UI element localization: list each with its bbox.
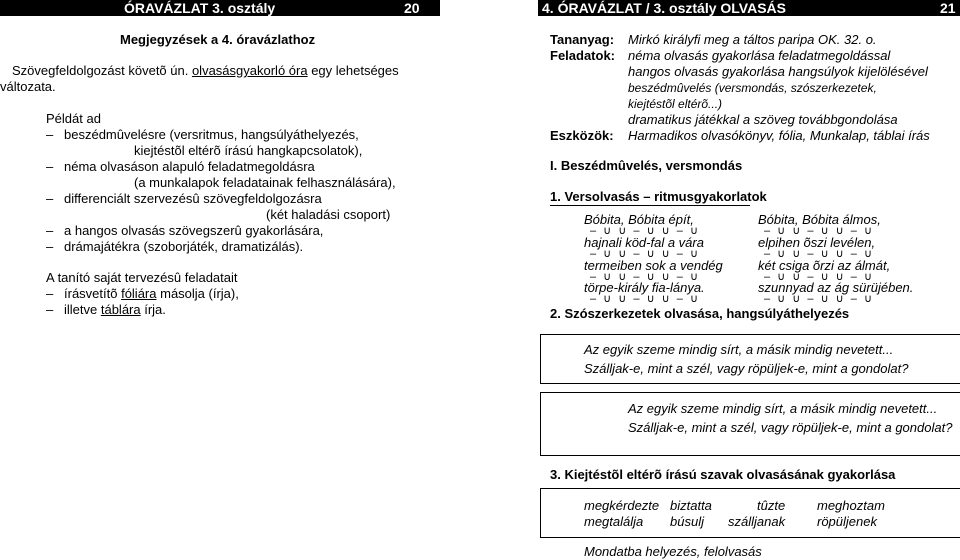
- bullet-dash: –: [46, 239, 54, 254]
- bullet-item: drámajátékra (szoborjáték, dramatizálás).: [64, 239, 304, 254]
- subsection-1-heading: 1. Versolvasás – ritmusgyakorlatok: [550, 189, 767, 204]
- left-header-title: ÓRAVÁZLAT 3. osztály: [124, 0, 276, 16]
- bullet-dash: –: [46, 159, 54, 174]
- bullet-dash: –: [46, 223, 54, 238]
- right-header-title: 4. ÓRAVÁZLAT / 3. osztály OLVASÁS: [542, 0, 786, 16]
- feladatok-line: kiejtéstõl eltérõ...): [628, 97, 723, 111]
- left-header-bar: [0, 0, 440, 16]
- bullet-dash: –: [46, 286, 54, 301]
- teacher-bullet: illetve táblára írja.: [64, 302, 166, 317]
- feladatok-line: beszédmûvelés (versmondás, szószerkezetek,: [628, 81, 877, 95]
- exercise-sentence: Szálljak-e, mint a szél, vagy röpüljek-e, mint a gondolat?: [628, 420, 953, 435]
- rhythm-marks: – ∪ ∪ – ∪ ∪ – ∪: [764, 293, 875, 305]
- bullet-continuation: (a munkalapok feladatainak felhasználására),: [134, 175, 396, 190]
- eszkozok-value: Harmadikos olvasókönyv, fólia, Munkalap, táblai írás: [628, 128, 930, 143]
- word-item: röpüljenek: [817, 514, 877, 529]
- exercise-sentence: Az egyik szeme mindig sírt, a másik mindig nevetett...: [628, 401, 938, 416]
- intro-link: olvasásgyakorló óra: [191, 63, 308, 78]
- subsection-1-underline: [550, 205, 750, 206]
- bullet-item: beszédmûvelésre (versritmus, hangsúlyáthelyezés,: [64, 127, 359, 142]
- subsection-3-heading: 3. Kiejtéstõl eltérõ írású szavak olvasásának gyakorlása: [550, 467, 896, 482]
- rhythm-marks: – ∪ ∪ – ∪ ∪ – ∪: [764, 225, 875, 237]
- verse-line: elpihen õszi levélen,: [758, 235, 876, 250]
- right-header-bar: [538, 0, 960, 16]
- teacher-bullet: írásvetítõ fóliára másolja (írja),: [64, 286, 239, 301]
- verse-line: szunnyad az ág sürüjében.: [758, 280, 914, 295]
- bullet-continuation: (két haladási csoport): [266, 207, 391, 222]
- folia-link: fóliára: [121, 286, 157, 301]
- section-1-heading: I. Beszédmûvelés, versmondás: [550, 158, 743, 173]
- example-label: Példát ad: [46, 111, 101, 126]
- verse-line: két csiga õrzi az álmát,: [758, 258, 891, 273]
- verse-line: termeiben sok a vendég: [584, 258, 723, 273]
- right-header-page-number: 21: [940, 0, 956, 16]
- bullet-dash: –: [46, 302, 54, 317]
- subsection-2-heading: 2. Szószerkezetek olvasása, hangsúlyáthelyezés: [550, 306, 850, 321]
- exercise-sentence: Szálljak-e, mint a szél, vagy röpüljek-e, mint a gondolat?: [584, 361, 909, 376]
- verse-line: Bóbita, Bóbita álmos,: [758, 212, 881, 227]
- rhythm-marks: – ∪ ∪ – ∪ ∪ – ∪: [590, 248, 701, 260]
- teacher-line: A tanító saját tervezésû feladatait: [46, 270, 238, 285]
- feladatok-line: néma olvasás gyakorlása feladatmegoldással: [628, 48, 891, 63]
- word-list-box: [540, 488, 960, 538]
- word-item: megkérdezte: [584, 498, 660, 513]
- word-item: szálljanak: [728, 514, 786, 529]
- tananyag-label: Tananyag:: [550, 32, 615, 47]
- bullet-item: néma olvasáson alapuló feladatmegoldásra: [64, 159, 315, 174]
- rhythm-marks: – ∪ ∪ – ∪ ∪ – ∪: [590, 225, 701, 237]
- notes-title: Megjegyzések a 4. óravázlathoz: [120, 32, 316, 47]
- bullet-item: differenciált szervezésû szövegfeldolgozásra: [64, 191, 322, 206]
- verse-line: törpe-király fia-lánya.: [584, 280, 705, 295]
- verse-line: hajnali köd-fal a vára: [584, 235, 704, 250]
- feladatok-label: Feladatok:: [550, 48, 616, 63]
- footer-note: Mondatba helyezés, felolvasás: [584, 544, 762, 559]
- rhythm-marks: – ∪ ∪ – ∪ ∪ – ∪: [590, 271, 701, 283]
- bullet-dash: –: [46, 127, 54, 142]
- word-item: biztatta: [670, 498, 712, 513]
- rhythm-marks: – ∪ ∪ – ∪ ∪ – ∪: [590, 293, 701, 305]
- word-item: búsulj: [670, 514, 704, 529]
- rhythm-marks: – ∪ ∪ – ∪ ∪ – ∪: [764, 271, 875, 283]
- tabla-link: táblára: [100, 302, 141, 317]
- word-item: megtalálja: [584, 514, 644, 529]
- tananyag-value: Mirkó királyfi meg a táltos paripa OK. 32. o.: [628, 32, 877, 47]
- feladatok-line: hangos olvasás gyakorlása hangsúlyok kijelölésével: [628, 64, 928, 79]
- rhythm-marks: – ∪ ∪ – ∪ ∪ – ∪: [764, 248, 875, 260]
- feladatok-line: dramatikus játékkal a szöveg továbbgondolása: [628, 112, 898, 127]
- word-item: tûzte: [757, 498, 786, 513]
- bullet-item: a hangos olvasás szövegszerû gyakorlására,: [64, 223, 324, 238]
- bullet-continuation: kiejtéstõl eltérõ írású hangkapcsolatok),: [134, 143, 363, 158]
- intro-line: Szövegfeldolgozást követõ ún. olvasásgyakorló óra egy lehetséges: [12, 63, 399, 78]
- left-header-page-number: 20: [404, 0, 420, 16]
- verse-line: Bóbita, Bóbita épít,: [584, 212, 694, 227]
- bullet-dash: –: [46, 191, 54, 206]
- eszkozok-label: Eszközök:: [550, 128, 614, 143]
- intro-line-2: változata.: [0, 79, 56, 94]
- exercise-sentence: Az egyik szeme mindig sírt, a másik mindig nevetett...: [584, 342, 894, 357]
- word-item: meghoztam: [817, 498, 885, 513]
